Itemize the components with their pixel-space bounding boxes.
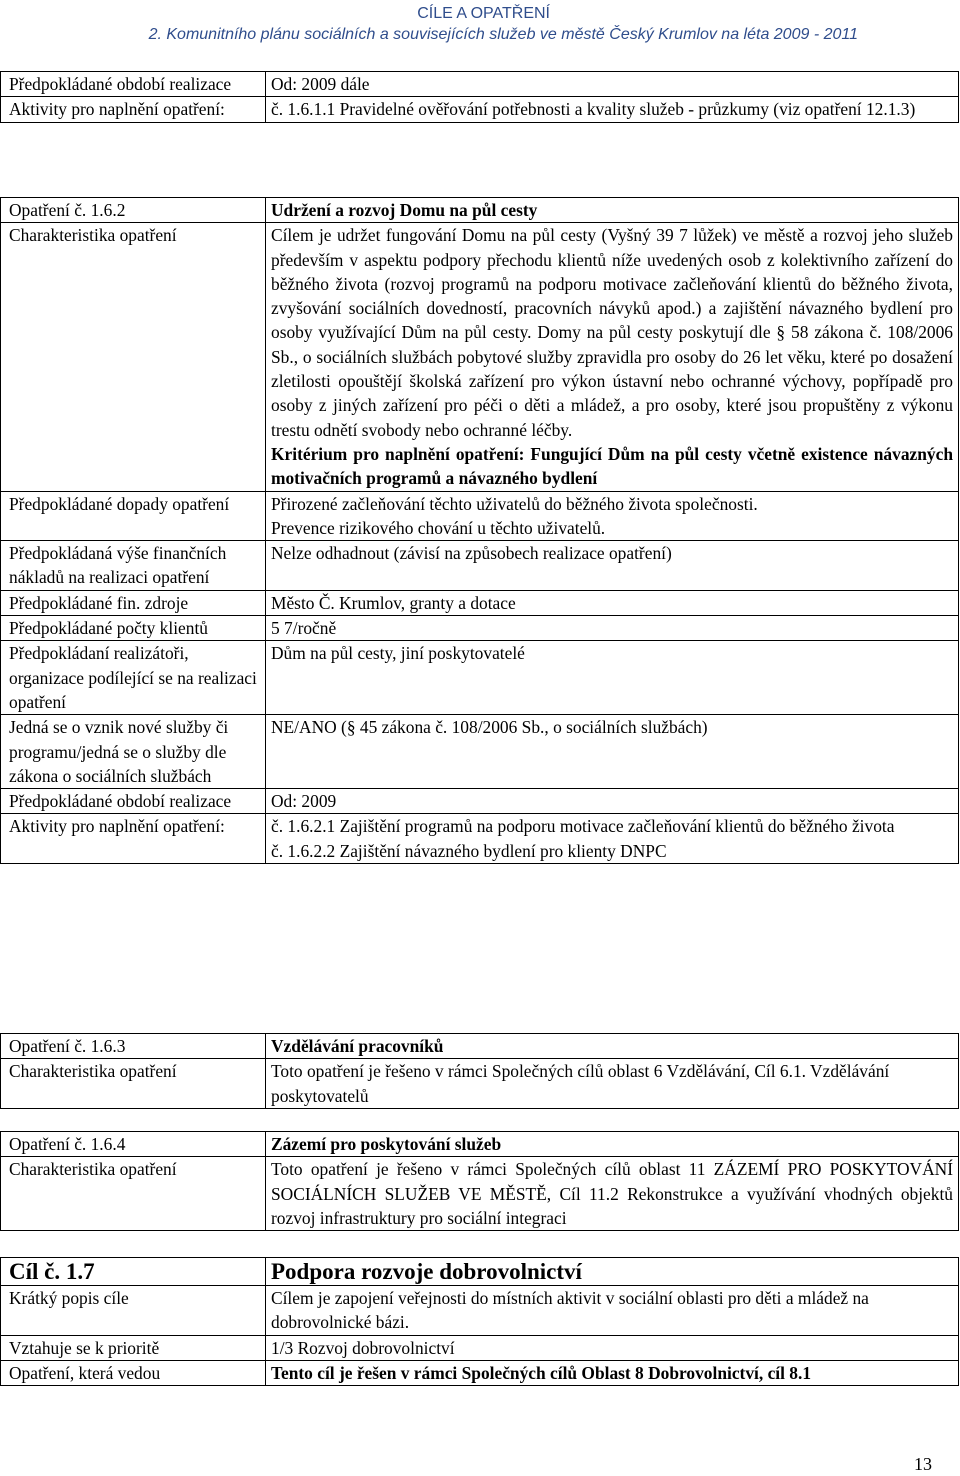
criterion-text: Kritérium pro naplnění opatření: Fungující Dům na půl cesty včetně existence návazných motivačních programů a návazného bydlení: [271, 443, 953, 489]
header-subtitle: 2. Komunitního plánu sociálních a souvisejících služeb ve městě Český Krumlov na léta 2009 - 2011: [148, 26, 858, 43]
row-value: Od: 2009: [266, 789, 959, 814]
table-row: [1, 491, 959, 541]
row-label: Předpokládané období realizace: [1, 789, 266, 814]
row-value: [266, 814, 959, 864]
row-label: Předpokládané dopady opatření: [1, 491, 266, 541]
row-value: č. 1.6.1.1 Pravidelné ověřování potřebnosti a kvality služeb - průzkumy (viz opatření 12.1.3): [266, 97, 959, 122]
table-row: [1, 541, 959, 591]
row-value: Toto opatření je řešeno v rámci Společných cílů oblast 6 Vzdělávání, Cíl 6.1. Vzdělávání poskytovatelů: [266, 1059, 959, 1109]
row-label: Předpokládaná výše finančních nákladů na realizaci opatření: [1, 541, 266, 591]
table-row: [1, 223, 959, 491]
row-label: Charakteristika opatření: [1, 1059, 266, 1109]
row-label: Předpokládaní realizátoři, organizace podílející se na realizaci opatření: [1, 641, 266, 715]
row-value: Tento cíl je řešen v rámci Společných cílů Oblast 8 Dobrovolnictví, cíl 8.1: [266, 1360, 959, 1385]
row-value: [266, 223, 959, 491]
row-label: Opatření, která vedou: [1, 1360, 266, 1385]
table-row: [1, 1258, 959, 1286]
row-value: Město Č. Krumlov, granty a dotace: [266, 590, 959, 615]
row-label: Předpokládané fin. zdroje: [1, 590, 266, 615]
table-row: [1, 641, 959, 715]
page-number: 13: [914, 1454, 932, 1474]
row-label: Předpokládané období realizace: [1, 72, 266, 97]
row-label: Aktivity pro naplnění opatření:: [1, 814, 266, 864]
characteristic-text: Cílem je udržet fungování Domu na půl cesty (Vyšný 39 7 lůžek) ve městě a rozvoj jeho služeb především v aspektu podpory přechodu klientů níže uvedených osob z kolektivního zařízení do běžného života (rozvoj programů na podporu motivace začleňování klientů do běžného života, zvyšování sociálních dovedností, pracovních návyků apod.) a zajištění návazného bydlení pro osoby využívající Dům na půl cesty. Domy na půl cesty poskytují dle § 58 zákona č. 108/2006 Sb., o sociálních službách pobytové služby zpravidla pro osoby do 26 let věku, které po dosažení zletilosti opouštějí školská zařízení pro výkon ústavní nebo ochranné výchovy, popřípadě pro osoby z jiných zařízení pro péči o děti a mládež, a pro osoby, které jsou propuštěny z výkonu trestu odnětí svobody nebo ochranné léčby.: [271, 225, 953, 440]
row-value: Dům na půl cesty, jiní poskytovatelé: [266, 641, 959, 715]
table-row: [1, 1157, 959, 1231]
impact-line: Přirozené začleňování těchto uživatelů do běžného života společnosti.: [271, 493, 758, 514]
row-value: Nelze odhadnout (závisí na způsobech realizace opatření): [266, 541, 959, 591]
measure-id: Opatření č. 1.6.3: [1, 1034, 266, 1059]
measure-title: Vzdělávání pracovníků: [266, 1034, 959, 1059]
table-row: [1, 1059, 959, 1109]
activity-item: č. 1.6.2.2 Zajištění návazného bydlení pro klienty DNPC: [271, 840, 667, 861]
row-label: Předpokládané počty klientů: [1, 616, 266, 641]
row-label: Krátký popis cíle: [1, 1286, 266, 1336]
table-block-5: [0, 1257, 959, 1386]
row-value: Od: 2009 dále: [266, 72, 959, 97]
table-row: [1, 789, 959, 814]
row-label: Charakteristika opatření: [1, 1157, 266, 1231]
measure-id: Opatření č. 1.6.2: [1, 198, 266, 223]
header-title: CÍLE A OPATŘENÍ: [417, 5, 550, 22]
row-value: Toto opatření je řešeno v rámci Společných cílů oblast 11 ZÁZEMÍ PRO POSKYTOVÁNÍ SOCIÁLNÍCH SLUŽEB VE MĚSTĚ, Cíl 11.2 Rekonstrukce a využívání vhodných objektů rozvoj infrastruktury pro sociální integraci: [266, 1157, 959, 1231]
table-row: [1, 1335, 959, 1360]
goal-title: Podpora rozvoje dobrovolnictví: [266, 1258, 959, 1286]
activity-item: č. 1.6.2.1 Zajištění programů na podporu motivace začleňování klientů do běžného života: [271, 816, 895, 837]
table-row: [1, 590, 959, 615]
measure-title: Udržení a rozvoj Domu na půl cesty: [266, 198, 959, 223]
table-row: [1, 814, 959, 864]
row-value: 5 7/ročně: [266, 616, 959, 641]
table-row: [1, 72, 959, 97]
row-label: Vztahuje se k prioritě: [1, 1335, 266, 1360]
row-label: Aktivity pro naplnění opatření:: [1, 97, 266, 122]
row-label: Jedná se o vznik nové služby či programu/jedná se o služby dle zákona o sociálních službách: [1, 715, 266, 789]
row-value: Cílem je zapojení veřejnosti do místních aktivit v sociální oblasti pro děti a mládež na dobrovolnické bázi.: [266, 1286, 959, 1336]
table-block-3: [0, 1033, 959, 1109]
table-row: [1, 715, 959, 789]
table-row: [1, 1286, 959, 1336]
goal-id: Cíl č. 1.7: [1, 1258, 266, 1286]
row-label: Charakteristika opatření: [1, 223, 266, 491]
table-block-4: [0, 1131, 959, 1231]
row-value: 1/3 Rozvoj dobrovolnictví: [266, 1335, 959, 1360]
table-row: [1, 616, 959, 641]
row-value: [266, 491, 959, 541]
measure-title: Zázemí pro poskytování služeb: [266, 1132, 959, 1157]
table-block-2: [0, 197, 959, 864]
table-row: [1, 1360, 959, 1385]
table-block-1: [0, 71, 959, 123]
table-row: [1, 1034, 959, 1059]
table-row: [1, 97, 959, 122]
table-row: [1, 1132, 959, 1157]
measure-id: Opatření č. 1.6.4: [1, 1132, 266, 1157]
row-value: NE/ANO (§ 45 zákona č. 108/2006 Sb., o sociálních službách): [266, 715, 959, 789]
impact-line: Prevence rizikového chování u těchto uživatelů.: [271, 517, 606, 538]
table-row: [1, 198, 959, 223]
